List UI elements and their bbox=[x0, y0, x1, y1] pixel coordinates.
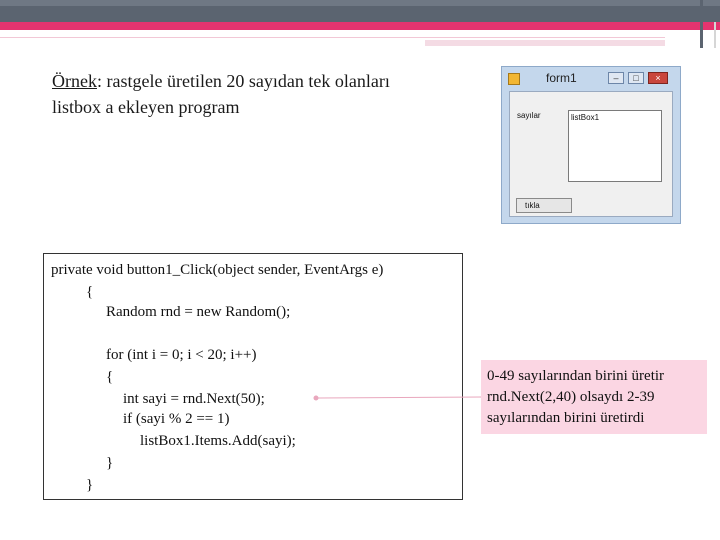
form-window-screenshot bbox=[501, 66, 681, 224]
title-rest: : rastgele üretilen 20 sayıdan tek olanları bbox=[96, 71, 390, 91]
code-line: } bbox=[106, 455, 114, 471]
form-client-area bbox=[509, 91, 673, 217]
divider-accent bbox=[425, 40, 665, 46]
code-line: { bbox=[106, 369, 114, 385]
code-line: listBox1.Items.Add(sayi); bbox=[140, 433, 296, 449]
callout-connector bbox=[313, 393, 483, 403]
close-button[interactable]: × bbox=[648, 72, 668, 84]
code-line: private void button1_Click(object sender, EventArgs e) bbox=[51, 262, 384, 278]
form-title: form1 bbox=[546, 71, 577, 85]
accent-stripe bbox=[0, 22, 720, 30]
code-line: Random rnd = new Random(); bbox=[106, 304, 291, 320]
code-line: for (int i = 0; i < 20; i++) bbox=[106, 347, 257, 363]
tikla-button[interactable]: tıkla bbox=[516, 198, 572, 213]
listbox[interactable]: listBox1 bbox=[568, 110, 662, 182]
title-line-2: listbox a ekleyen program bbox=[52, 97, 240, 117]
header-vertical-bar-light bbox=[714, 22, 716, 48]
maximize-button[interactable]: □ bbox=[628, 72, 644, 84]
code-line: if (sayi % 2 == 1) bbox=[123, 411, 230, 427]
top-header-highlight bbox=[0, 0, 720, 6]
code-line: { bbox=[86, 284, 94, 300]
connector-dot bbox=[314, 396, 319, 401]
title-example-word: Örnek bbox=[52, 71, 97, 91]
connector-line bbox=[318, 397, 483, 398]
header-vertical-bar bbox=[700, 0, 703, 48]
code-line: int sayi = rnd.Next(50); bbox=[123, 391, 265, 407]
code-line: } bbox=[86, 477, 94, 493]
minimize-button[interactable]: – bbox=[608, 72, 624, 84]
form-app-icon bbox=[508, 73, 520, 85]
form-title-bar bbox=[502, 67, 680, 91]
slide-title bbox=[52, 68, 472, 120]
code-box bbox=[43, 253, 463, 500]
divider-line bbox=[0, 37, 665, 38]
label-sayilar: sayılar bbox=[517, 111, 541, 120]
callout-note: 0-49 sayılarından birini üretir rnd.Next(2,40) olsaydı 2-39 sayılarından birini üretirdi bbox=[481, 360, 707, 434]
